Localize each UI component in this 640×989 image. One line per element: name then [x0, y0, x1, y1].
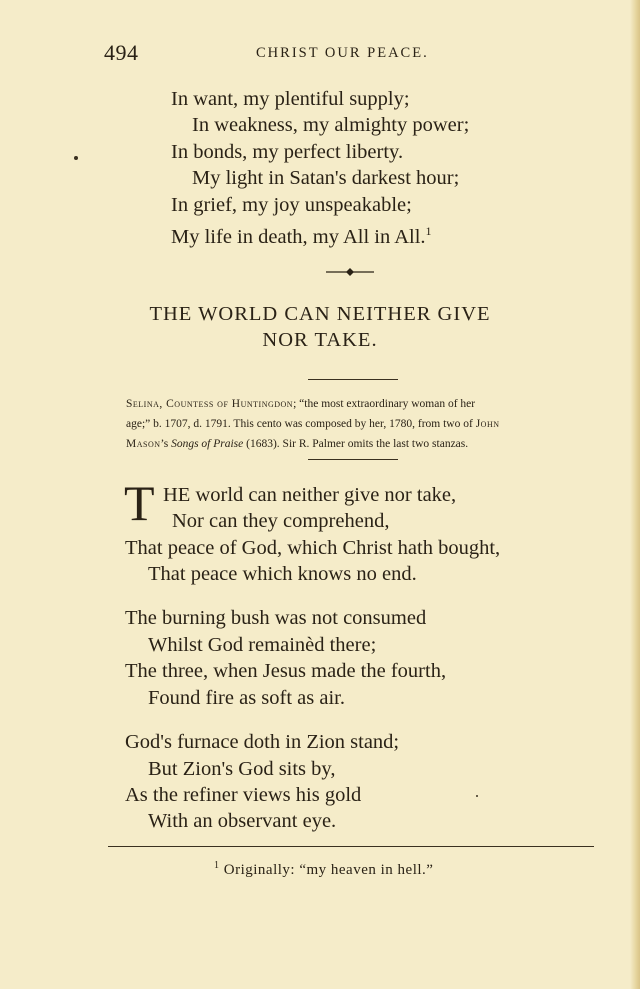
verse-line: God's furnace doth in Zion stand; [125, 731, 400, 753]
verse-line: HE world can neither give nor take, [163, 484, 457, 506]
note-text: ’s [160, 438, 172, 450]
book-title: Songs of Praise [171, 438, 244, 450]
verse-line: My light in Satan's darkest hour; [192, 167, 460, 189]
author-note [126, 394, 596, 454]
verse-line-last [171, 218, 432, 250]
note-line-3 [126, 434, 596, 454]
verse-line: In weakness, my almighty power; [192, 114, 470, 136]
verse-line: But Zion's God sits by, [148, 758, 336, 780]
author-name: Selina, Countess of Huntingdon [126, 398, 294, 410]
note-line-1 [126, 394, 596, 414]
verse-line-text: My life in death, my All in All. [171, 225, 426, 248]
verse-line: That peace of God, which Christ hath bought, [125, 537, 501, 559]
note-text: (1683). Sir R. Palmer omits the last two stanzas. [243, 438, 469, 450]
verse-line: In grief, my joy unspeakable; [171, 194, 412, 216]
verse-line: In want, my plentiful supply; [171, 88, 410, 110]
verse-line: The burning bush was not consumed [125, 607, 427, 629]
page-number: 494 [104, 40, 139, 65]
note-text: age;” b. 1707, d. 1791. This cento was composed by her, 1780, from two of [126, 418, 476, 430]
rule-short-bottom [308, 459, 398, 460]
author-name: John [475, 418, 500, 430]
ornament-divider [326, 265, 374, 279]
page-edge [630, 0, 640, 989]
footnote-marker: 1 [425, 224, 432, 238]
footnote [214, 860, 433, 879]
verse-line: The three, when Jesus made the fourth, [125, 660, 447, 682]
footnote-text: Originally: “my heaven in hell.” [219, 862, 434, 878]
verse-line: Nor can they comprehend, [172, 510, 390, 532]
footnote-rule [108, 846, 594, 847]
ink-speck [476, 795, 478, 797]
verse-line: Whilst God remainèd there; [148, 634, 377, 656]
running-head: CHRIST OUR PEACE. [256, 45, 429, 61]
verse-line: With an observant eye. [148, 810, 337, 832]
drop-cap: T [124, 475, 155, 531]
verse-line: As the refiner views his gold [125, 784, 362, 806]
note-text: ; “the most extraordinary woman of her [293, 398, 476, 410]
page-header [0, 40, 640, 70]
footnote-marker: 1 [214, 860, 220, 871]
verse-line: In bonds, my perfect liberty. [171, 141, 404, 163]
ink-speck [74, 156, 78, 160]
rule-short-top [308, 379, 398, 380]
author-name: Mason [126, 438, 161, 450]
verse-line: Found fire as soft as air. [148, 687, 345, 709]
hymn-title-line-2: NOR TAKE. [262, 329, 378, 351]
verse-line: That peace which knows no end. [148, 563, 417, 585]
note-line-2 [126, 414, 596, 434]
hymn-title-line-1: THE WORLD CAN NEITHER GIVE [149, 303, 491, 325]
